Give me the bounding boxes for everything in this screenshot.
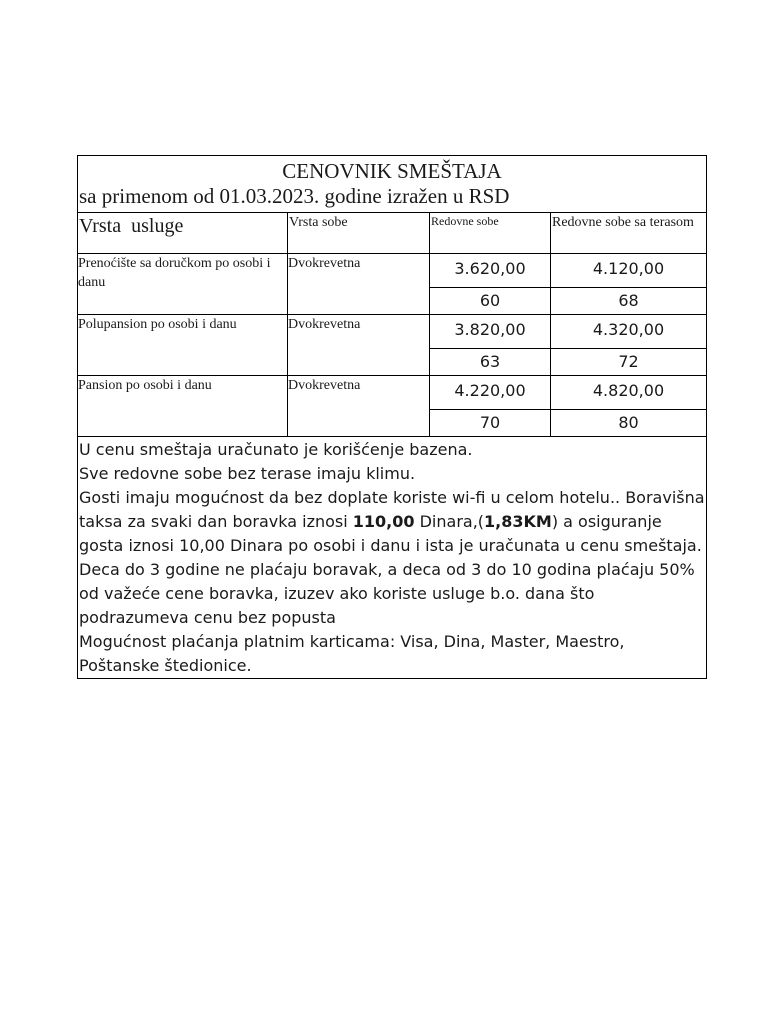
service-cell (78, 254, 288, 315)
header-service-type: Vrsta usluge (79, 215, 184, 237)
note-wifi-tax-text-a: Gosti imaju mogućnost da bez doplate koriste wi-fi u celom hotelu.. Boravišna taksa za svaki dan boravka iznosi (79, 488, 705, 531)
note-air-conditioning: Sve redovne sobe bez terase imaju klimu. (79, 464, 416, 483)
price-regular: 3.820,00 (454, 320, 526, 339)
alt-regular-cell (430, 410, 551, 437)
note-tax-amount: 110,00 (352, 512, 415, 531)
price-terrace-cell (551, 376, 707, 410)
header-room-type-cell (288, 213, 430, 254)
alt-price-terrace: 80 (618, 413, 639, 432)
alt-terrace-cell (551, 288, 707, 315)
alt-regular-cell (430, 288, 551, 315)
note-payment-cards: Mogućnost plaćanja platnim karticama: Visa, Dina, Master, Maestro, Poštanske štedionice. (79, 632, 625, 675)
price-terrace: 4.820,00 (592, 381, 665, 400)
service-cell (78, 315, 288, 376)
note-wifi-tax (79, 486, 706, 558)
room-type-cell (288, 376, 430, 437)
service-label: Prenoćište sa doručkom po osobi i danu (78, 256, 271, 290)
table-row (78, 315, 707, 349)
room-type-label: Dvokrevetna (288, 378, 361, 393)
room-type-cell (288, 315, 430, 376)
header-row (78, 213, 707, 254)
service-label: Pansion po osobi i danu (78, 378, 212, 393)
header-service-type-cell (78, 213, 288, 254)
note-pool: U cenu smeštaja uračunato je korišćenje bazena. (79, 440, 473, 459)
alt-terrace-cell (551, 410, 707, 437)
room-type-label: Dvokrevetna (288, 317, 361, 332)
price-list-title: CENOVNIK SMEŠTAJA (282, 159, 502, 183)
price-regular-cell (430, 376, 551, 410)
table-row (78, 376, 707, 410)
price-regular-cell (430, 315, 551, 349)
price-regular-cell (430, 254, 551, 288)
notes-row (78, 437, 707, 679)
title-row (78, 156, 707, 213)
service-label: Polupansion po osobi i danu (78, 317, 237, 332)
alt-price-regular: 63 (479, 352, 501, 371)
header-regular-rooms-terrace: Redovne sobe sa terasom (552, 215, 694, 230)
alt-price-terrace: 72 (618, 352, 639, 371)
alt-price-terrace: 68 (618, 291, 639, 310)
header-regular-rooms: Redovne sobe (431, 214, 499, 228)
price-regular: 4.220,00 (454, 381, 526, 400)
alt-terrace-cell (551, 349, 707, 376)
price-terrace: 4.320,00 (592, 320, 665, 339)
alt-regular-cell (430, 349, 551, 376)
header-regular-rooms-terrace-cell (551, 213, 707, 254)
price-regular: 3.620,00 (454, 259, 526, 278)
price-terrace: 4.120,00 (592, 259, 665, 278)
header-room-type: Vrsta sobe (289, 215, 348, 230)
price-terrace-cell (551, 254, 707, 288)
title-cell (78, 156, 707, 213)
room-type-cell (288, 254, 430, 315)
notes-cell (78, 437, 707, 679)
room-type-label: Dvokrevetna (288, 256, 361, 271)
price-terrace-cell (551, 315, 707, 349)
note-children: Deca do 3 godine ne plaćaju boravak, a deca od 3 do 10 godina plaćaju 50% od važeće cene boravka, izuzev ako koriste usluge b.o. dana što podrazumeva cenu bez popusta (79, 560, 695, 627)
header-regular-rooms-cell (430, 213, 551, 254)
price-list-subtitle: sa primenom od 01.03.2023. godine izražen u RSD (79, 184, 510, 208)
price-list-table (77, 155, 707, 679)
alt-price-regular: 60 (479, 291, 501, 310)
note-wifi-tax-text-b: Dinara,( (414, 512, 485, 531)
service-cell (78, 376, 288, 437)
table-row (78, 254, 707, 288)
note-tax-km: 1,83KM (484, 512, 552, 531)
note-wifi-tax-text-c: ) a osiguranje gosta iznosi 10,00 Dinara po osobi i danu i ista je uračunata u cenu smeštaja. (79, 512, 702, 555)
alt-price-regular: 70 (479, 413, 501, 432)
